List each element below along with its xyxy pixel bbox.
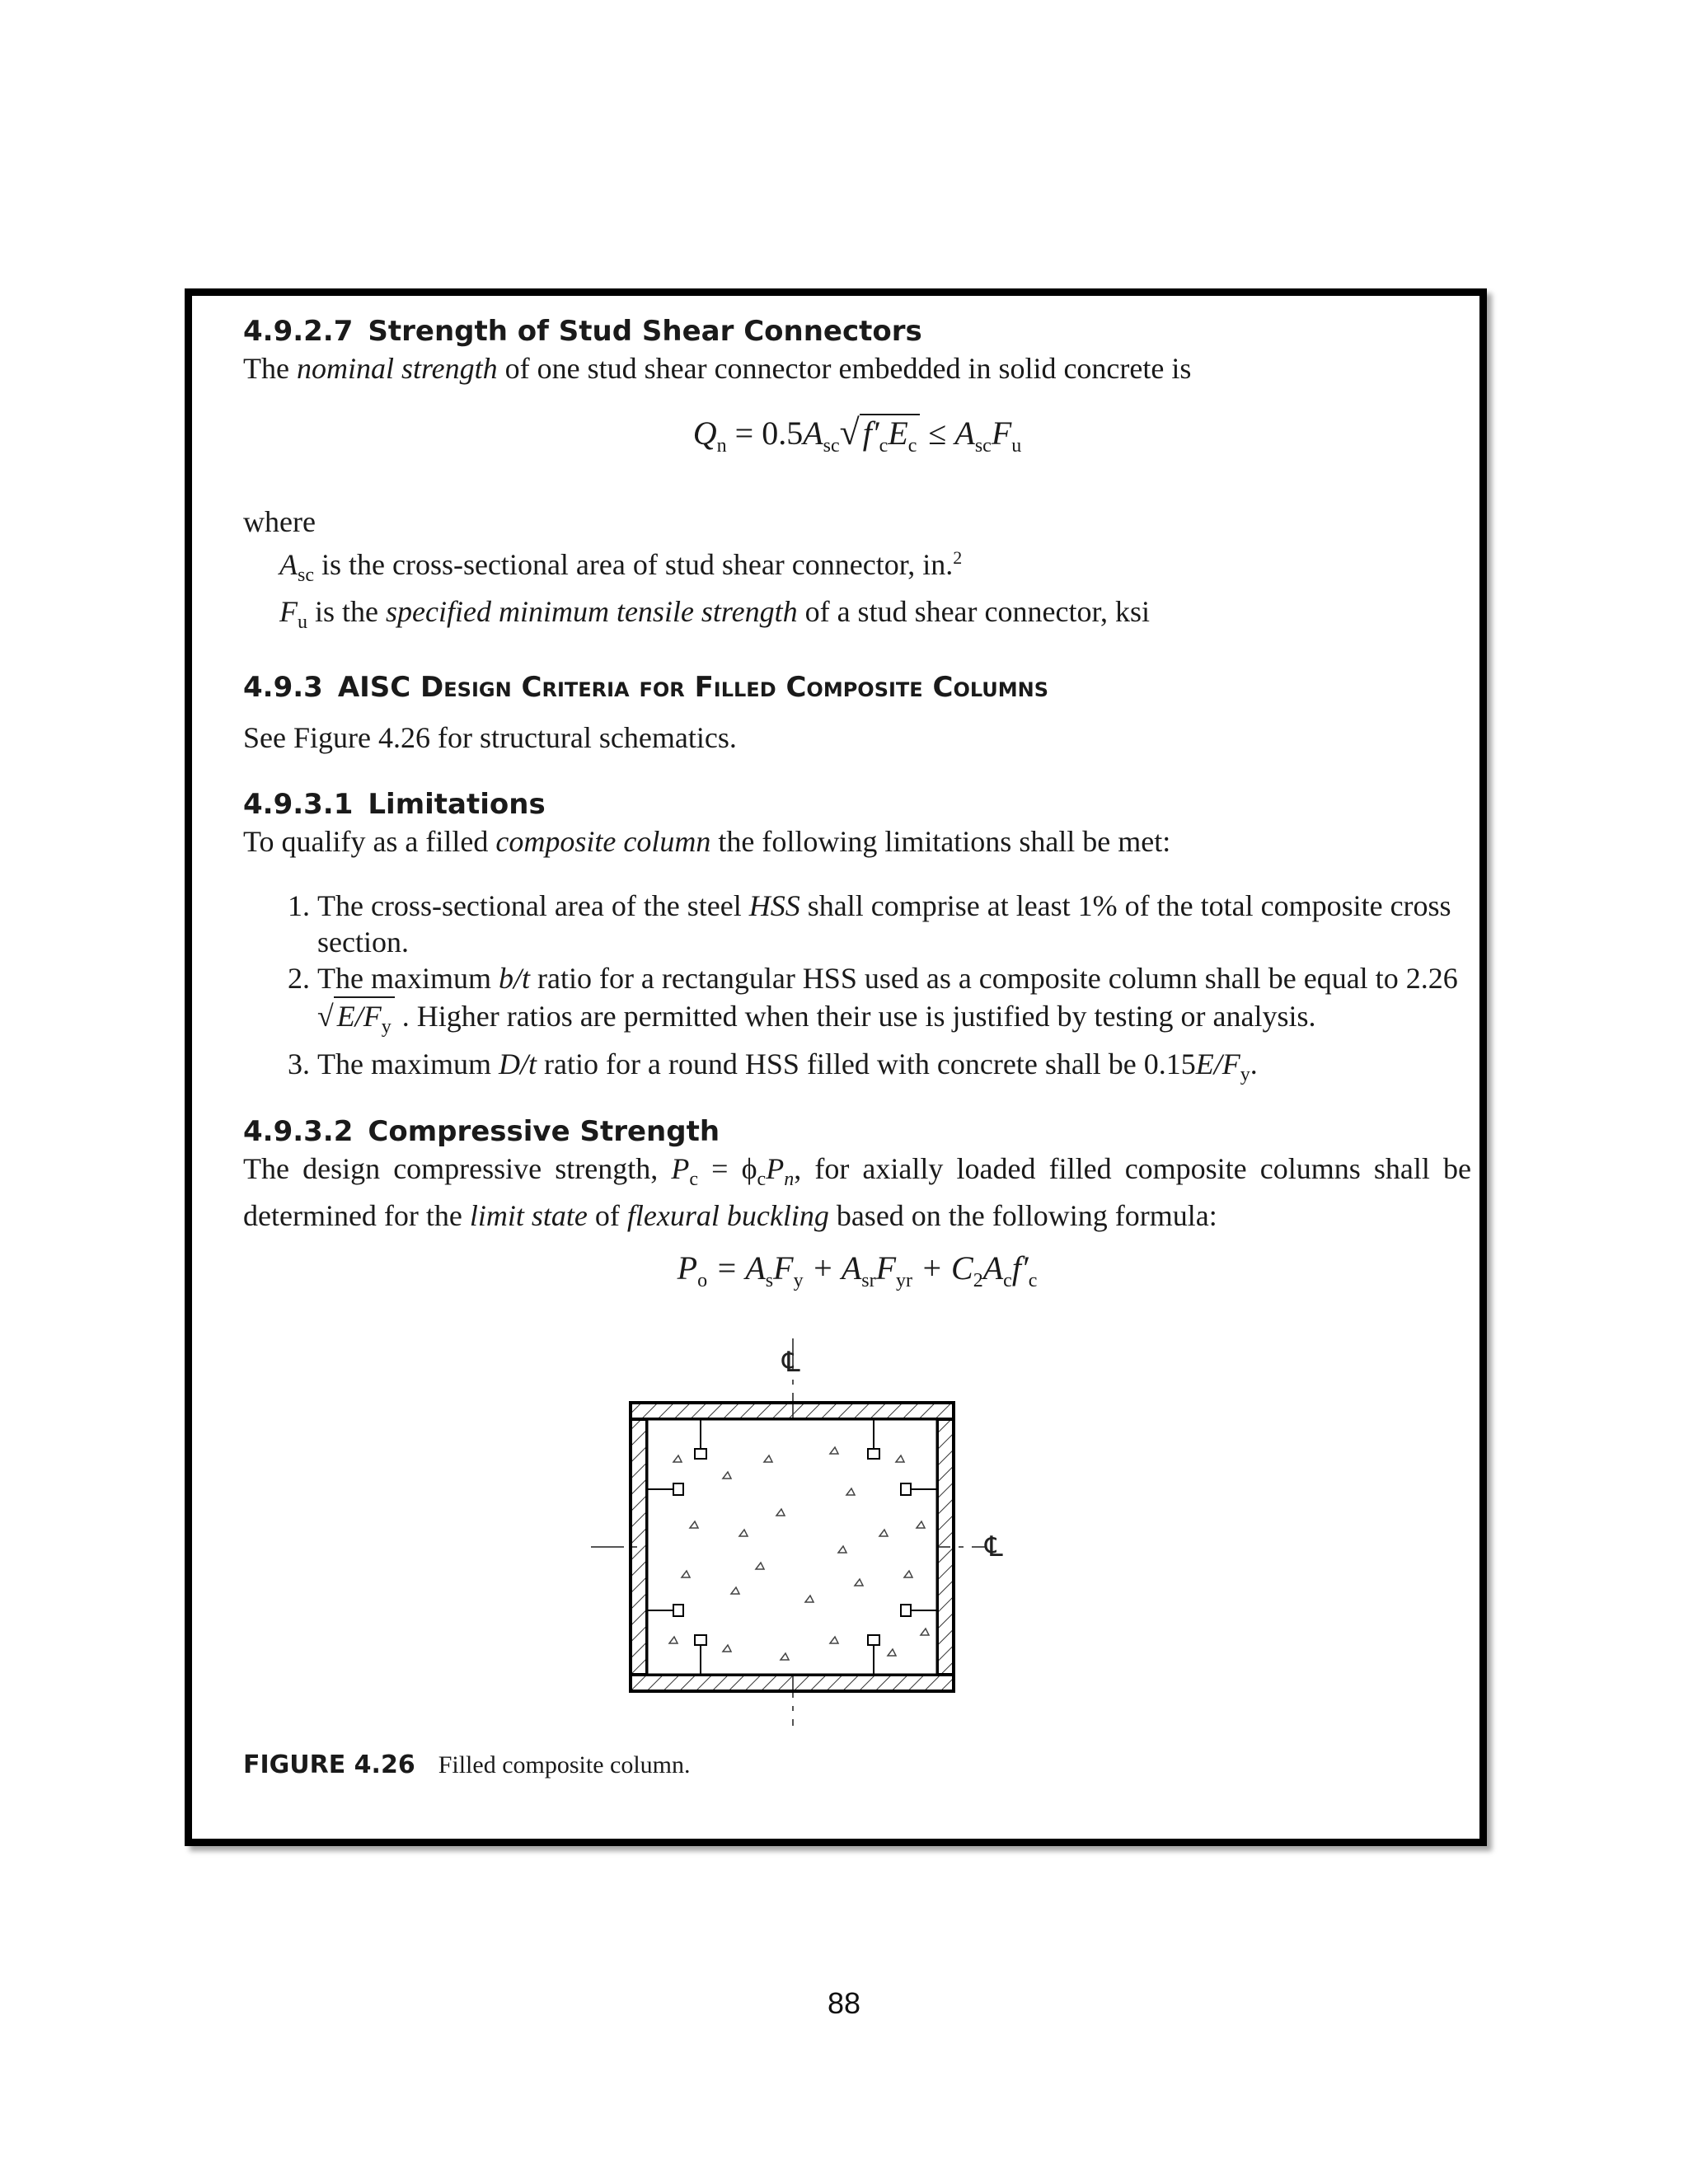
section-number: 4.9.3.1 — [243, 788, 354, 822]
sub: n — [784, 1168, 795, 1190]
centerline-label-right: ℄ — [985, 1530, 1003, 1563]
eq-text: ≤ — [920, 415, 955, 452]
equation-po — [243, 1244, 1471, 1305]
paragraph-compressive — [243, 1151, 1471, 1234]
term-italic: b/t — [498, 962, 530, 996]
figure-label: FIGURE 4.26 — [243, 1750, 415, 1779]
section-title: Limitations — [368, 788, 546, 822]
term-italic: specified minimum tensile strength — [386, 595, 798, 629]
eq-text: = A — [707, 1249, 766, 1286]
section-title: Compressive Strength — [368, 1114, 720, 1148]
term-italic: limit state — [469, 1198, 588, 1232]
def-symbol: F — [279, 595, 298, 629]
def-sup: 2 — [953, 547, 963, 568]
page-frame — [185, 288, 1487, 1846]
figure-caption — [243, 1750, 691, 1779]
term-italic: flexural buckling — [626, 1198, 829, 1232]
section-number: 4.9.3 — [243, 671, 323, 705]
eq-sub: n — [716, 435, 727, 457]
eq-sub: c — [1003, 1269, 1012, 1291]
term-italic: D/t — [498, 1047, 537, 1080]
text: ratio for a rectangular HSS used as a composite column shall be equal to 2.26 — [529, 962, 1458, 996]
eq-symbol: A — [803, 415, 823, 452]
section-heading-4931 — [243, 785, 1471, 823]
page-content — [243, 312, 1471, 1305]
eq-sub: 2 — [973, 1269, 983, 1291]
symbol: P — [671, 1151, 690, 1185]
eq-sub: sc — [823, 435, 840, 457]
text: The cross-sectional area of the steel — [317, 889, 749, 923]
section-heading-493 — [243, 668, 1471, 706]
eq-symbol: A — [982, 1249, 1004, 1286]
eq-symbol: f′ — [1011, 1249, 1029, 1286]
eq-symbol: E — [888, 415, 908, 452]
symbol: P — [766, 1151, 785, 1185]
def-sub: u — [298, 612, 307, 634]
term-italic: HSS — [748, 889, 800, 923]
eq-symbol: F — [991, 415, 1012, 452]
term-italic: composite column — [495, 825, 711, 859]
text: of — [587, 1198, 627, 1232]
section-title: Strength of Stud Shear Connectors — [368, 315, 922, 348]
def-sub: sc — [298, 565, 314, 587]
eq-symbol: Q — [692, 415, 717, 452]
def-text: is the — [307, 595, 386, 629]
sub: y — [1240, 1063, 1250, 1085]
eq-text: = 0.5 — [726, 415, 804, 452]
list-item — [317, 1046, 1471, 1093]
paragraph-qualify — [243, 823, 1471, 860]
eq-symbol: F — [773, 1249, 794, 1286]
eq-symbol: P — [677, 1249, 698, 1286]
steel-wall-bottom — [631, 1675, 954, 1691]
eq-sub: c — [1028, 1269, 1038, 1291]
steel-wall-left — [631, 1419, 647, 1675]
eq-sub: s — [765, 1269, 774, 1291]
sub: y — [381, 1016, 392, 1038]
limitations-list — [243, 888, 1471, 1092]
eq-sub: o — [697, 1269, 708, 1291]
eq-symbol: f′ — [862, 415, 879, 452]
def-text: is the cross-sectional area of stud shear connector, in. — [314, 548, 954, 581]
section-heading-4932 — [243, 1113, 1471, 1151]
eq-symbol: A — [954, 415, 975, 452]
text: the following limitations shall be met: — [710, 825, 1171, 859]
eq-symbol: F — [875, 1249, 897, 1286]
sub: c — [689, 1168, 699, 1190]
text: To qualify as a filled — [243, 825, 496, 859]
radical-icon: √ — [317, 1000, 334, 1033]
centerline-label-top: ℄ — [782, 1346, 800, 1379]
equation-qn — [243, 408, 1471, 471]
text: based on the following formula: — [828, 1198, 1217, 1232]
section-heading-4927 — [243, 312, 1471, 350]
term-italic: E/F — [336, 1000, 382, 1033]
term-italic: nominal strength — [296, 352, 498, 385]
eq-text: + A — [803, 1249, 862, 1286]
eq-sub: yr — [896, 1269, 913, 1291]
concrete-fill — [647, 1419, 937, 1675]
steel-wall-right — [937, 1419, 954, 1675]
page-number: 88 — [827, 1986, 861, 2020]
def-text: of a stud shear connector, ksi — [797, 595, 1151, 629]
composite-column-figure — [591, 1338, 1053, 1726]
text: , for axially loaded filled composite columns shall be determined for the — [243, 1151, 1471, 1232]
eq-text: + C — [912, 1249, 973, 1286]
list-item — [317, 960, 1471, 1045]
text: The design compressive strength, — [243, 1151, 672, 1185]
sqrt-body — [860, 414, 921, 464]
text: The maximum — [317, 1047, 499, 1080]
text: shall comprise at least 1% of the total composite cross section. — [317, 889, 1451, 959]
steel-wall-top — [631, 1403, 954, 1419]
eq-sub: sc — [974, 435, 992, 457]
eq-sub: u — [1011, 435, 1022, 457]
section-number: 4.9.3.2 — [243, 1114, 354, 1148]
eq-sub: c — [879, 435, 889, 457]
sqrt-body — [334, 996, 395, 1045]
eq-sub: sr — [861, 1269, 876, 1291]
radical-icon: √ — [839, 412, 860, 452]
definition-fu — [243, 593, 1471, 640]
where-label: where — [243, 505, 316, 538]
section-number: 4.9.2.7 — [243, 315, 354, 348]
text: . Higher ratios are permitted when their use is justified by testing or analysis. — [394, 1000, 1316, 1033]
definition-asc — [243, 540, 1471, 593]
list-item — [317, 888, 1471, 960]
section-title: AISC Design Criteria for Filled Composite Columns — [337, 671, 1049, 705]
eq-sub: c — [907, 435, 917, 457]
term-italic: E/F — [1195, 1047, 1240, 1080]
text: of one stud shear connector embedded in solid concrete is — [497, 352, 1192, 385]
text: = ϕ — [698, 1151, 757, 1185]
text: . — [1250, 1047, 1258, 1080]
text: The — [243, 352, 297, 385]
sub: c — [757, 1168, 767, 1190]
def-symbol: A — [279, 548, 298, 581]
text: The maximum — [317, 962, 499, 996]
text: ratio for a round HSS filled with concrete shall be 0.15 — [536, 1047, 1196, 1080]
eq-sub: y — [793, 1269, 804, 1291]
paragraph-see-figure: See Figure 4.26 for structural schematics. — [243, 721, 737, 755]
paragraph-nominal-strength — [243, 350, 1471, 387]
figure-caption-text: Filled composite column. — [438, 1751, 691, 1779]
